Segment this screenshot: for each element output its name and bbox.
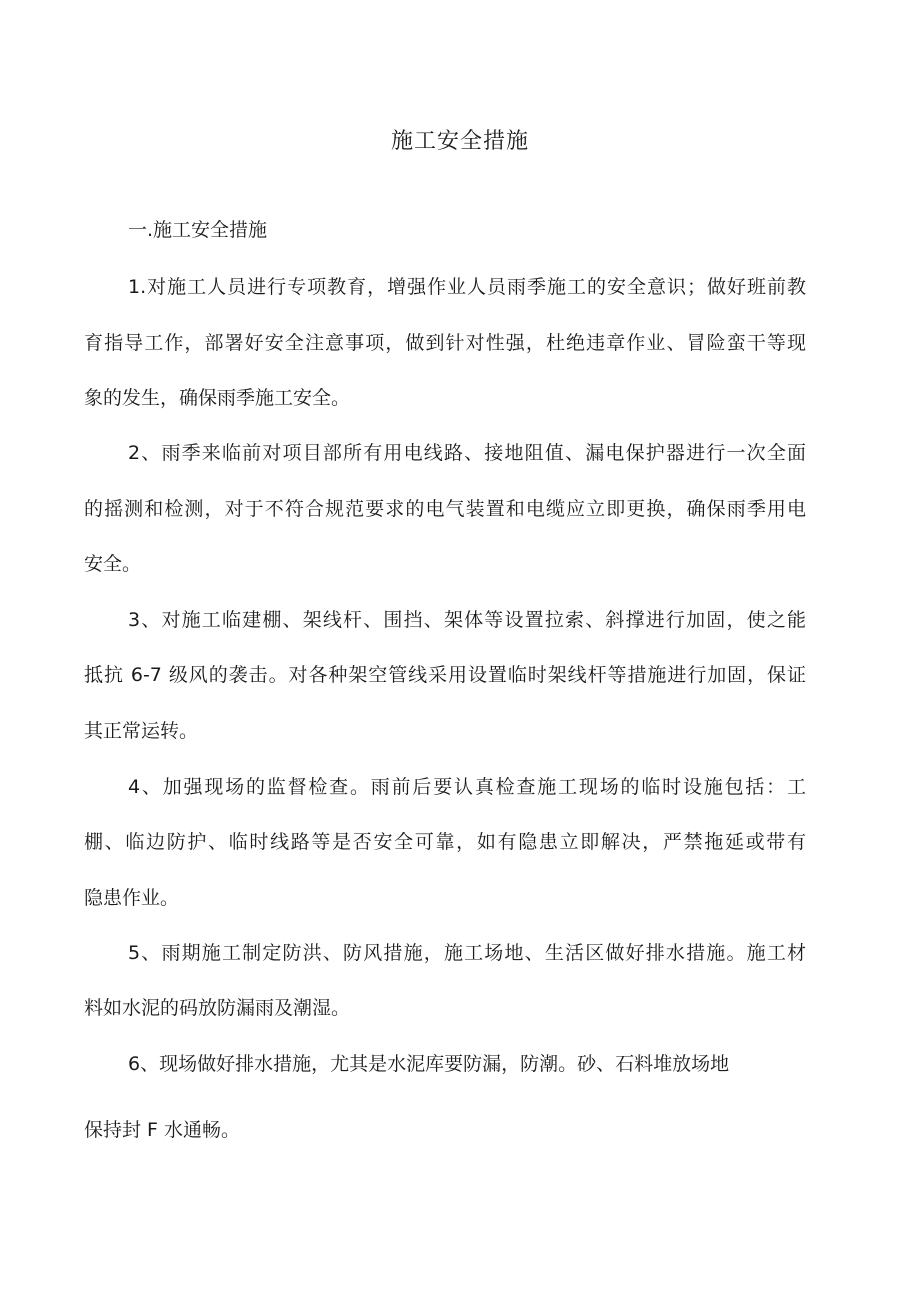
paragraph-4-line-3: 隐患作业。	[84, 887, 180, 909]
paragraph-4-line-1: 4、加强现场的监督检查。雨前后要认真检查施工现场的临时设施包括：工	[128, 776, 806, 798]
paragraph-5-line-1: 5、雨期施工制定防洪、防风措施，施工场地、生活区做好排水措施。施工材	[128, 942, 806, 964]
paragraph-1-line-1: 1.对施工人员进行专项教育，增强作业人员雨季施工的安全意识；做好班前教	[128, 276, 806, 298]
paragraph-3-line-1: 3、对施工临建棚、架线杆、围挡、架体等设置拉索、斜撑进行加固，使之能	[128, 609, 806, 631]
document-title: 施工安全措施	[390, 129, 529, 154]
paragraph-2-line-1: 2、雨季来临前对项目部所有用电线路、接地阻值、漏电保护器进行一次全面	[128, 442, 806, 464]
paragraph-5-line-2: 料如水泥的码放防漏雨及潮湿。	[84, 997, 351, 1019]
paragraph-3-line-3: 其正常运转。	[84, 720, 199, 742]
paragraph-4-line-2: 棚、临边防护、临时线路等是否安全可靠，如有隐患立即解决，严禁拖延或带有	[84, 831, 806, 853]
paragraph-6-line-2: 保持封 F 水通畅。	[84, 1119, 241, 1141]
paragraph-2-line-3: 安全。	[84, 553, 142, 575]
paragraph-6-line-1: 6、现场做好排水措施，尤其是水泥库要防漏，防潮。砂、石料堆放场地	[128, 1053, 730, 1075]
section-heading: 一.施工安全措施	[128, 219, 268, 241]
paragraph-1-line-3: 象的发生，确保雨季施工安全。	[84, 387, 351, 409]
paragraph-1-line-2: 育指导工作，部署好安全注意事项，做到针对性强，杜绝违章作业、冒险蛮干等现	[84, 332, 806, 354]
paragraph-2-line-2: 的摇测和检测，对于不符合规范要求的电气装置和电缆应立即更换，确保雨季用电	[84, 498, 806, 520]
paragraph-3-line-2: 抵抗 6-7 级风的袭击。对各种架空管线采用设置临时架线杆等措施进行加固，保证	[84, 664, 806, 686]
